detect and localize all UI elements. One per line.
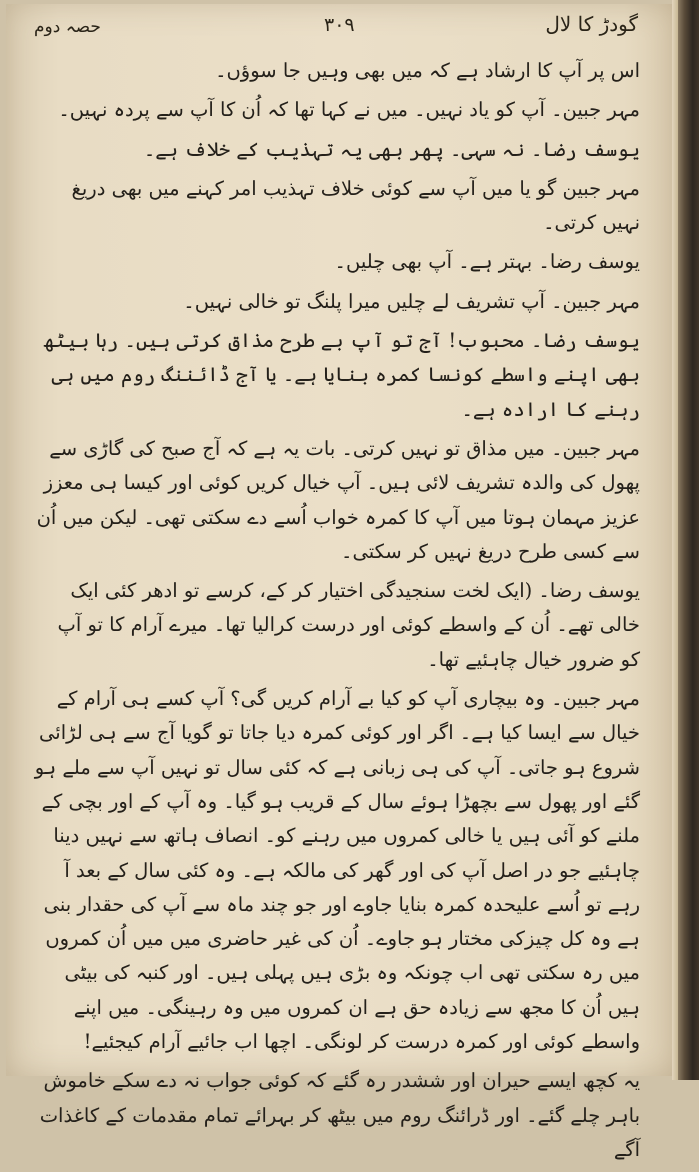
- paragraph: مہر جبین۔ آپ تشریف لے چلیں میرا پلنگ تو خالی نہیں۔: [183, 289, 640, 313]
- paragraph: یوسف رضا۔ (ایک لخت سنجیدگی اختیار کر کے، کرسے تو ادھر کئی ایک خالی تھے۔ اُن کے واسطے کوئی اور درست کرالیا تھا۔ میرے آرام کا تو آپ کو ضرور خیال چاہئیے تھا۔: [57, 579, 640, 671]
- page-header: [34, 10, 638, 44]
- book-spine: [678, 0, 699, 1080]
- paragraph: مہر جبین۔ وہ بیچاری آپ کو کیا بے آرام کریں گی؟ آپ کسے ہی آرام کے خیال سے ایسا کیا ہے۔ اگر اور کوئی کمرہ دیا جاتا تو گویا آج سے ہی لڑائی شروع ہو جاتی۔ آپ کی ہی زبانی ہے کہ کئی سال تو نہیں آپ سے ملے ہو گئے اور پھول سے بچھڑا ہوئے سال کے قریب ہو گیا۔ وہ آپ کے اور بچی کے ملنے کو آئی ہیں یا خالی کمروں میں رہنے کو۔ انصاف ہاتھ سے نہیں دینا چاہئیے جو در اصل آپ کی اور گھر کی مالکہ ہے۔ وہ کئی سال کے بعد آ رہے تو اُسے علیحدہ کمرہ بنایا جاوے اور جو چند ماہ سے آپ کی حقدار بنی ہے وہ کل چیزکی مختار ہو جاوے۔ اُن کی غیر حاضری میں میں اُن کمروں میں رہ سکتی تھی اب چونکہ وہ بڑی ہیں پہلی ہیں۔ اور کنبہ کی بیٹی ہیں اُن کا مجھ سے زیادہ حق ہے ان کمروں میں وہ رہینگی۔ میں اپنے واسطے کوئی اور کمرہ درست کر لونگی۔ اچھا اب جائیے آرام کیجئیے!: [34, 687, 640, 1054]
- section-label: حصہ دوم: [34, 17, 101, 37]
- paragraph: یوسف رضا۔ بہتر ہے۔ آپ بھی چلیں۔: [334, 250, 640, 274]
- book-page: [6, 4, 678, 1161]
- paragraph: یوسف رضا۔ محبوب! آج تو آپ بے طرح مذاق کرتی ہیں۔ رہا بیٹھ بھی اپنے واسطے کونسا کمرہ بنایا ہے۔ یا آج ڈائننگ روم میں ہی رہنے کا ارادہ ہے۔: [43, 329, 640, 421]
- paragraph: یوسف رضا۔ نہ سہی۔ پھر بھی یہ تہذیب کے خلاف ہے۔: [143, 137, 640, 161]
- paragraph: مہر جبین۔ آپ کو یاد نہیں۔ میں نے کہا تھا کہ اُن کا آپ سے پردہ نہیں۔: [58, 98, 640, 122]
- book-title: گودڑ کا لال: [545, 12, 638, 36]
- page-body: [34, 54, 640, 1172]
- paragraph: مہر جبین۔ میں مذاق تو نہیں کرتی۔ بات یہ ہے کہ آج صبح کی گاڑی سے پھول کی والدہ تشریف لائی ہیں۔ آپ خیال کریں کوئی اور کیسا ہی معزز عزیز مہمان ہوتا میں آپ کا کمرہ خواب اُسے دے سکتی تھی۔ لیکن میں اُن سے کسی طرح دریغ نہیں کر سکتی۔: [36, 436, 640, 563]
- page-number: ۳۰۹: [324, 14, 355, 36]
- paragraph: اس پر آپ کا ارشاد ہے کہ میں بھی وہیں جا سوؤں۔: [215, 59, 640, 82]
- paragraph: مہر جبین گو یا میں آپ سے کوئی خلاف تہذیب امر کہنے میں بھی دریغ نہیں کرتی۔: [71, 176, 640, 235]
- paragraph: یہ کچھ ایسے حیران اور ششدر رہ گئے کہ کوئی جواب نہ دے سکے خاموش باہر چلے گئے۔ اور ڈرائنگ روم میں بیٹھ کر بہرائے تمام مقدمات کے کاغذات آگے: [39, 1069, 640, 1161]
